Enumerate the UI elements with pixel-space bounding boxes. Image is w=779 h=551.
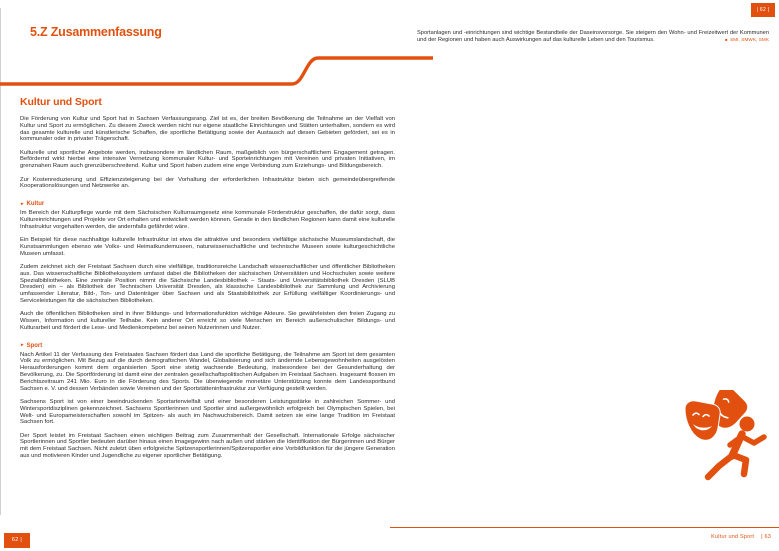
page-number-right: | 63 [761, 534, 771, 540]
footer-section-label: Kultur und Sport [711, 534, 755, 540]
main-content-column [20, 96, 395, 466]
header-divider-curve [0, 0, 779, 100]
ministry-source-reference [722, 37, 769, 44]
paragraph: Ein Beispiel für diese nachhaltige kulturelle Infrastruktur ist etwa die attraktive und besonders vielfältige sächsische Museumslandschaft, die Kunstsammlungen ebenso wie Volks- und Heimatkundemuseen, naturwissenschaftliche und technische Museen sowie kulturgeschichtliche Museen umfasst. [20, 237, 395, 257]
section-title: Kultur und Sport [20, 96, 102, 108]
paragraph: Zur Kostenreduzierung und Effizienzsteigerung bei der Vorhaltung der erforderlichen Infrastruktur bieten sich gemeindeübergreifende Kooperationslösungen und Netzwerke an. [20, 176, 395, 190]
paragraph: Kulturelle und sportliche Angebote werden, insbesondere im ländlichen Raum, maßgeblich von bürgerschaftlichem Engagement getragen. Befördernd wirkt hierbei eine intensive Vernetzung kommunaler Kultur- und Sporteinrichtungen mit Vereinen und privaten Initiativen, im grenznahen Raum auch grenzüberschreitend. Kultur und Sport haben zudem eine enge Verbindung zum Erziehungs- und Bildungsbereich. [20, 149, 395, 170]
paragraph: Sachsens Sport ist von einer beeindruckenden Sportartenvielfalt und einer besonderen Leistungsstärke in zahlreichen Sommer- und Wintersportdisziplinen gekennzeichnet. Sachsens Sportlerinnen und Sportler sind außergewöhnlich erfolgreich bei Olympischen Spielen, bei Welt- und Europameisterschaften sowohl im Spitzen- als auch im Nachwuchsbereich. Damit setzen sie eine lange Tradition im Freistaat Sachsen fort. [20, 398, 395, 426]
subsection-title: Kultur [26, 201, 45, 208]
subsection-title: Sport [26, 342, 43, 349]
page-number-badge-left: 62 | [4, 533, 30, 548]
square-bullet-icon: ■ [725, 36, 728, 42]
arrow-right-icon: ► [20, 200, 25, 206]
arrow-right-icon: ► [20, 342, 25, 348]
paragraph: Auch die öffentlichen Bibliotheken sind in ihrer Bildungs- und Informationsfunktion wichtige Akteure. Sie gewährleisten den freien Zugang zu Wissen, Information und kultureller Teilhabe. Kein anderer Ort erreicht so viele Menschen im Bereich außerschulischer Bildungs- und Kulturarbeit und fördert die Lese- und Medienkompetenz bei seinen Nutzerinnen und Nutzer. [20, 311, 395, 331]
subsection-heading-kultur [20, 201, 395, 207]
paragraph: Die Förderung von Kultur und Sport hat in Sachsen Verfassungsrang. Ziel ist es, der breiten Bevölkerung die Teilnahme an der Vielfalt von Kultur und Sport zu ermöglichen. Zu diesem Zweck werden nicht nur eigene staatliche Einrichtungen und Stätten unterhalten, sondern es wird das gesamte kulturelle und künstlerische Schaffen, die sportliche Betätigung sowie der Austausch auf diesen Gebieten gefördert, sei es in kommunaler oder in privater Trägerschaft. [20, 116, 395, 143]
paragraph: Zudem zeichnet sich der Freistaat Sachsen durch eine vielfältige, traditionsreiche Landschaft wissenschaftlicher und öffentlicher Bibliotheken aus. Das wissenschaftliche Bibliothekssystem umfasst dabei die Bibliotheken der sächsischen Universitäten und Hochschulen sowie weitere Spezialbibliotheken. Eine zentrale Position nimmt die Sächsische Landesbibliothek – Staats- und Universitätsbibliothek Dresden (SLUB Dresden) ein – als Bibliothek der Technischen Universität Dresden, als klassische Landesbibliothek zur Sammlung und Archivierung umfassender Literatur, Bild-, Ton- und Datenträger über Sachsen und als Staatsbibliothek zur Erfüllung vielfältiger Koordinierungs- und Serviceleistungen für die sächsischen Bibliotheken. [20, 263, 395, 304]
page-number-badge-top: | 62 | [751, 3, 775, 17]
summary-intro-block [417, 30, 769, 43]
chapter-title: 5.Z Zusammenfassung [30, 25, 162, 39]
theater-masks-and-runner-icon [681, 390, 773, 486]
paragraph: Im Bereich der Kulturpflege wurde mit dem Sächsischen Kulturraumgesetz eine kommunale Förderstruktur geschaffen, die dafür sorgt, dass Kultureinrichtungen und Projekte vor Ort erhalten und entwickelt werden können. Gerade in den ländlichen Regionen kann damit eine kulturelle Infrastruktur vorgehalten werden, die andernfalls gefährdet wäre. [20, 210, 395, 230]
paragraph: Nach Artikel 11 der Verfassung des Freistaates Sachsen fördert das Land die sportliche Betätigung, die Teilnahme am Sport ist dem gesamten Volk zu ermöglichen. Mit Bezug auf die durch demografischen Wandel, Globalisierung und sich ändernde Lebensgewohnheiten ausgelösten Herausforderungen kommt dem organisierten Sport eine stetig wachsende Bedeutung, insbesondere bei der Gesunderhaltung der Bevölkerung, zu. Die Sportförderung ist damit eine der zentralen gesellschaftspolitischen Aufgaben im Freistaat Sachsen. Insgesamt flossen im Berichtszeitraum 241 Mio. Euro in die Förderung des Sports. Die überwiegende monetäre Unterstützung konnte dem Landessportbund Sachsen e. V. und dessen Verbänden sowie Vereinen und der Sportstätteninfrastruktur zur Verfügung gestellt werden. [20, 351, 395, 392]
footer-divider [390, 527, 779, 528]
subsection-heading-sport [20, 343, 395, 349]
paragraph: Der Sport leistet im Freistaat Sachsen einen wichtigen Beitrag zum Zusammenhalt der Gesellschaft. Internationale Erfolge sächsischer Sportlerinnen und Sportler bedeuten darüber hinaus einen Imagegewinn nach außen und stärken die Identifikation der Bürgerinnen und Bürger mit dem Freistaat Sachsen. Nicht zuletzt üben erfolgreiche Spitzensportlerinnen/Spitzensportler eine Vorbildfunktion für die jüngere Generation aus und motivieren Kinder und Jugendliche zu eigener sportlicher Betätigung. [20, 432, 395, 459]
footer-right-block [711, 534, 771, 540]
summary-intro-text: Sportanlagen und -einrichtungen sind wichtige Bestandteile der Daseinsvorsorge. Sie steigern den Wohn- und Freizeitwert der Kommunen und der Regionen und haben auch Auswirkungen auf das kulturelle Leben und den Tourismus. [417, 30, 769, 43]
ministry-source-text: SMI, SMWK, SMK [730, 36, 769, 42]
comedy-mask-icon [685, 401, 720, 441]
